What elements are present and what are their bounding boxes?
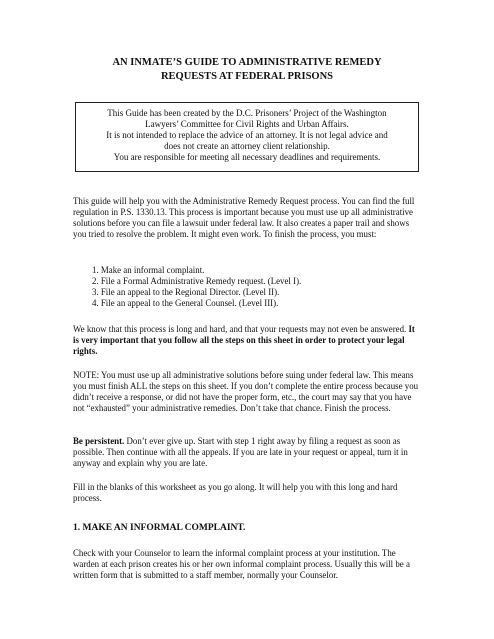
disclaimer-box: [75, 102, 419, 172]
note-paragraph: NOTE: You must use up all administrative solutions before suing under federal law. This means you must finish ALL the steps on this sheet. If you don’t complete the entire process because you didn’t receive a response, or did not have the proper form, etc., the court may say that you have not “exhausted” your administrative remedies. Don’t take that chance. Finish the process.: [73, 370, 419, 413]
importance-paragraph: [73, 324, 423, 357]
step-item: 3. File an appeal to the Regional Director. (Level II).: [92, 287, 280, 297]
disclaimer-line-2: Lawyers’ Committee for Civil Rights and Urban Affairs.: [145, 119, 349, 129]
step-item: 2. File a Formal Administrative Remedy request. (Level I).: [92, 276, 302, 286]
title-line-2: REQUESTS AT FEDERAL PRISONS: [160, 70, 334, 82]
section-1-paragraph: Check with your Counselor to learn the informal complaint process at your institution. The warden at each prison creates his or her own informal complaint process. Usually this will be a written form that is submitted to a staff member, normally your Counselor.: [73, 548, 410, 580]
importance-text: We know that this process is long and hard, and that your requests may not even be answered.: [73, 324, 409, 334]
steps-list: [92, 265, 301, 309]
document-title: [0, 56, 494, 83]
disclaimer-line-4: does not create an attorney client relationship.: [164, 141, 330, 151]
disclaimer-line-3: It is not intended to replace the advice of an attorney. It is not legal advice and: [106, 130, 388, 140]
disclaimer-line-5: You are responsible for meeting all necessary deadlines and requirements.: [113, 152, 381, 162]
title-line-1: AN INMATE’S GUIDE TO ADMINISTRATIVE REMEDY: [112, 57, 382, 68]
persistence-text: Don’t ever give up. Start with step 1 right away by filing a request as soon as possible. Then continue with all the appeals. If you are late in your request or appeal, turn it in anyway and explain why you are late.: [73, 436, 408, 468]
section-1-heading: 1. MAKE AN INFORMAL COMPLAINT.: [73, 523, 246, 533]
importance-emphasis: It is very important that you follow all the steps on this sheet in order to protect your legal rights.: [73, 324, 415, 356]
intro-paragraph: This guide will help you with the Administrative Remedy Request process. You can find the full regulation in P.S. 1330.13. This process is important because you must use up all administrative solutions before you can file a lawsuit under federal law. It also creates a paper trail and shows you tried to resolve the problem. It might even work. To finish the process, you must:: [73, 196, 415, 239]
fill-in-paragraph: Fill in the blanks of this worksheet as you go along. It will help you with this long and hard process.: [73, 482, 398, 503]
step-item: 1. Make an informal complaint.: [92, 265, 205, 275]
step-item: 4. File an appeal to the General Counsel. (Level III).: [92, 298, 279, 308]
persistence-paragraph: [73, 436, 423, 469]
persistence-heading: Be persistent.: [73, 436, 125, 446]
disclaimer-line-1: This Guide has been created by the D.C. Prisoners’ Project of the Washington: [107, 108, 387, 118]
